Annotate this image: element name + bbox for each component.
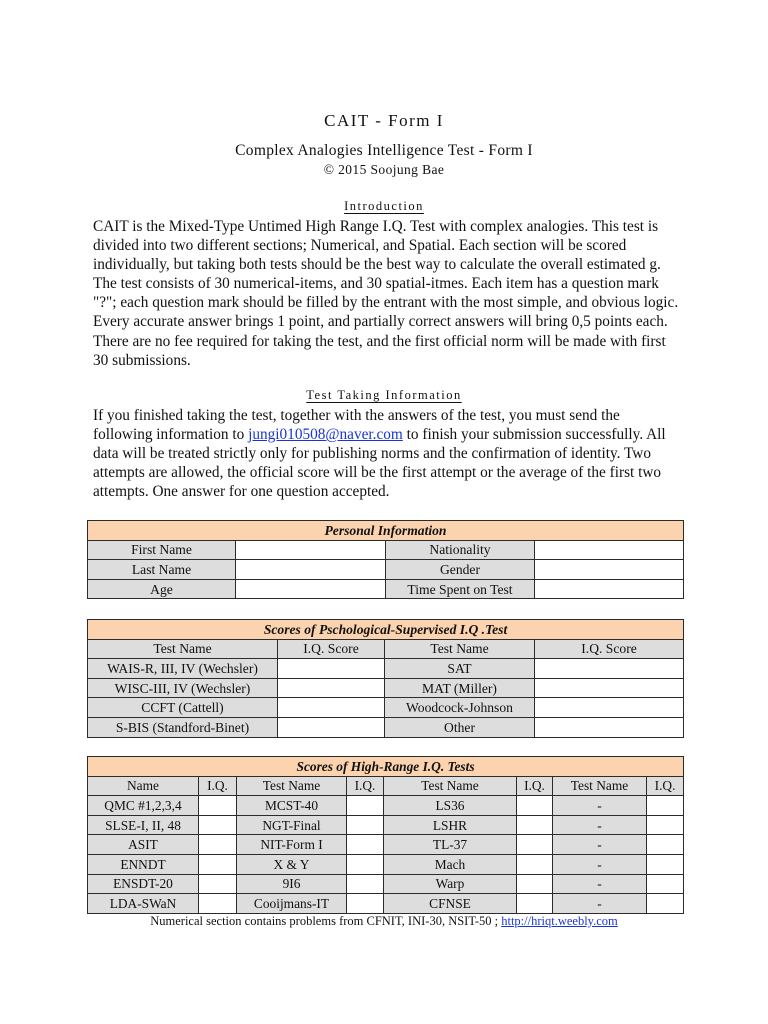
table-row bbox=[88, 815, 684, 835]
table-header-row bbox=[88, 639, 684, 659]
test-name-cell: MAT (Miller) bbox=[385, 678, 535, 698]
score-input-cell[interactable] bbox=[647, 854, 684, 874]
test-name-cell: - bbox=[553, 796, 647, 816]
score-input-cell[interactable] bbox=[517, 854, 553, 874]
table-row bbox=[88, 579, 684, 599]
score-input-cell[interactable] bbox=[647, 894, 684, 914]
test-name-cell: NIT-Form I bbox=[237, 835, 347, 855]
table-row bbox=[88, 854, 684, 874]
field-label: First Name bbox=[88, 540, 236, 560]
test-name-cell: MCST-40 bbox=[237, 796, 347, 816]
test-name-cell: S-BIS (Standford-Binet) bbox=[88, 717, 278, 737]
test-name-cell: X & Y bbox=[237, 854, 347, 874]
input-cell[interactable] bbox=[535, 560, 684, 580]
score-input-cell[interactable] bbox=[347, 796, 384, 816]
score-input-cell[interactable] bbox=[647, 796, 684, 816]
column-header: Name bbox=[88, 776, 199, 796]
input-cell[interactable] bbox=[535, 579, 684, 599]
score-input-cell[interactable] bbox=[535, 659, 684, 679]
test-name-cell: WAIS-R, III, IV (Wechsler) bbox=[88, 659, 278, 679]
field-label: Time Spent on Test bbox=[386, 579, 535, 599]
document-subtitle: Complex Analogies Intelligence Test - Form I bbox=[235, 142, 533, 159]
column-header: Test Name bbox=[237, 776, 347, 796]
input-cell[interactable] bbox=[535, 540, 684, 560]
column-header: I.Q. bbox=[199, 776, 237, 796]
score-input-cell[interactable] bbox=[517, 815, 553, 835]
document-title: CAIT - Form I bbox=[324, 111, 444, 130]
introduction-heading: Introduction bbox=[344, 199, 424, 213]
score-input-cell[interactable] bbox=[199, 874, 237, 894]
input-cell[interactable] bbox=[236, 579, 386, 599]
test-name-cell: CCFT (Cattell) bbox=[88, 698, 278, 718]
column-header: Test Name bbox=[88, 639, 278, 659]
test-name-cell: ASIT bbox=[88, 835, 199, 855]
score-input-cell[interactable] bbox=[199, 854, 237, 874]
test-name-cell: LSHR bbox=[384, 815, 517, 835]
test-taking-paragraph: If you finished taking the test, together with the answers of the test, you must send the following information to jungi010508@naver.com to finish your submission successfully. All data will be treated strictly only for publishing norms and the confirmation of identity. Two attempts are allowed, the official score will be the first attempt or the average of the first two attempts. One answer for one question accepted. bbox=[93, 407, 666, 501]
table-row bbox=[88, 874, 684, 894]
score-input-cell[interactable] bbox=[278, 698, 385, 718]
score-input-cell[interactable] bbox=[647, 815, 684, 835]
test-name-cell: ENSDT-20 bbox=[88, 874, 199, 894]
supervised-iq-scores-table bbox=[87, 619, 684, 738]
column-header: I.Q. Score bbox=[535, 639, 684, 659]
test-name-cell: Woodcock-Johnson bbox=[385, 698, 535, 718]
field-label: Nationality bbox=[386, 540, 535, 560]
test-name-cell: Cooijmans-IT bbox=[237, 894, 347, 914]
table-row bbox=[88, 796, 684, 816]
introduction-paragraph: CAIT is the Mixed-Type Untimed High Range I.Q. Test with complex analogies. This test is divided into two different sections; Numerical, and Spatial. Each section will be scored individually, but taking both tests should be the best way to calculate the overall estimated g. The test consists of 30 numerical-items, and 30 spatial-itmes. Each item has a question mark "?"; each question mark should be filled by the entrant with the most simple, and obvious logic. Every accurate answer brings 1 point, and partially correct answers will bring 0,5 points each. There are no fee required for taking the test, and the first official norm will be made with first 30 submissions. bbox=[93, 218, 679, 369]
test-name-cell: WISC-III, IV (Wechsler) bbox=[88, 678, 278, 698]
footer-note: Numerical section contains problems from CFNIT, INI-30, NSIT-50 ; http://hriqt.weebly.com bbox=[150, 914, 618, 928]
test-name-cell: CFNSE bbox=[384, 894, 517, 914]
score-input-cell[interactable] bbox=[278, 678, 385, 698]
score-input-cell[interactable] bbox=[647, 835, 684, 855]
input-cell[interactable] bbox=[236, 540, 386, 560]
test-name-cell: QMC #1,2,3,4 bbox=[88, 796, 199, 816]
column-header: Test Name bbox=[385, 639, 535, 659]
table-row bbox=[88, 659, 684, 679]
score-input-cell[interactable] bbox=[278, 717, 385, 737]
score-input-cell[interactable] bbox=[535, 678, 684, 698]
score-input-cell[interactable] bbox=[347, 894, 384, 914]
score-input-cell[interactable] bbox=[347, 815, 384, 835]
website-link[interactable]: http://hriqt.weebly.com bbox=[501, 914, 618, 928]
score-input-cell[interactable] bbox=[199, 815, 237, 835]
table-row bbox=[88, 894, 684, 914]
score-input-cell[interactable] bbox=[647, 874, 684, 894]
score-input-cell[interactable] bbox=[535, 698, 684, 718]
table-row bbox=[88, 698, 684, 718]
input-cell[interactable] bbox=[236, 560, 386, 580]
copyright-line: © 2015 Soojung Bae bbox=[323, 162, 445, 177]
score-input-cell[interactable] bbox=[199, 796, 237, 816]
test-name-cell: LS36 bbox=[384, 796, 517, 816]
column-header: Test Name bbox=[553, 776, 647, 796]
test-name-cell: - bbox=[553, 835, 647, 855]
score-input-cell[interactable] bbox=[199, 894, 237, 914]
table-row bbox=[88, 678, 684, 698]
column-header: Test Name bbox=[384, 776, 517, 796]
test-name-cell: - bbox=[553, 854, 647, 874]
test-name-cell: - bbox=[553, 815, 647, 835]
test-name-cell: NGT-Final bbox=[237, 815, 347, 835]
score-input-cell[interactable] bbox=[199, 835, 237, 855]
column-header: I.Q. Score bbox=[278, 639, 385, 659]
table-row bbox=[88, 560, 684, 580]
test-name-cell: Mach bbox=[384, 854, 517, 874]
table-title: Personal Information bbox=[88, 521, 684, 541]
test-name-cell: 9I6 bbox=[237, 874, 347, 894]
column-header: I.Q. bbox=[347, 776, 384, 796]
email-link[interactable]: jungi010508@naver.com bbox=[248, 426, 403, 444]
score-input-cell[interactable] bbox=[517, 835, 553, 855]
score-input-cell[interactable] bbox=[347, 854, 384, 874]
test-name-cell: LDA-SWaN bbox=[88, 894, 199, 914]
column-header: I.Q. bbox=[647, 776, 684, 796]
score-input-cell[interactable] bbox=[347, 835, 384, 855]
test-name-cell: TL-37 bbox=[384, 835, 517, 855]
test-name-cell: SAT bbox=[385, 659, 535, 679]
table-row bbox=[88, 717, 684, 737]
table-title: Scores of High-Range I.Q. Tests bbox=[88, 757, 684, 777]
field-label: Last Name bbox=[88, 560, 236, 580]
score-input-cell[interactable] bbox=[517, 796, 553, 816]
test-name-cell: SLSE-I, II, 48 bbox=[88, 815, 199, 835]
table-row bbox=[88, 835, 684, 855]
score-input-cell[interactable] bbox=[278, 659, 385, 679]
table-title: Scores of Pschological-Supervised I.Q .Test bbox=[88, 620, 684, 640]
table-row bbox=[88, 540, 684, 560]
test-taking-heading: Test Taking Information bbox=[306, 388, 462, 402]
test-name-cell: Warp bbox=[384, 874, 517, 894]
score-input-cell[interactable] bbox=[347, 874, 384, 894]
score-input-cell[interactable] bbox=[535, 717, 684, 737]
test-name-cell: Other bbox=[385, 717, 535, 737]
field-label: Age bbox=[88, 579, 236, 599]
test-name-cell: - bbox=[553, 874, 647, 894]
test-name-cell: - bbox=[553, 894, 647, 914]
score-input-cell[interactable] bbox=[517, 894, 553, 914]
table-header-row bbox=[88, 776, 684, 796]
score-input-cell[interactable] bbox=[517, 874, 553, 894]
high-range-iq-scores-table bbox=[87, 756, 684, 914]
test-name-cell: ENNDT bbox=[88, 854, 199, 874]
field-label: Gender bbox=[386, 560, 535, 580]
personal-information-table bbox=[87, 520, 684, 599]
column-header: I.Q. bbox=[517, 776, 553, 796]
